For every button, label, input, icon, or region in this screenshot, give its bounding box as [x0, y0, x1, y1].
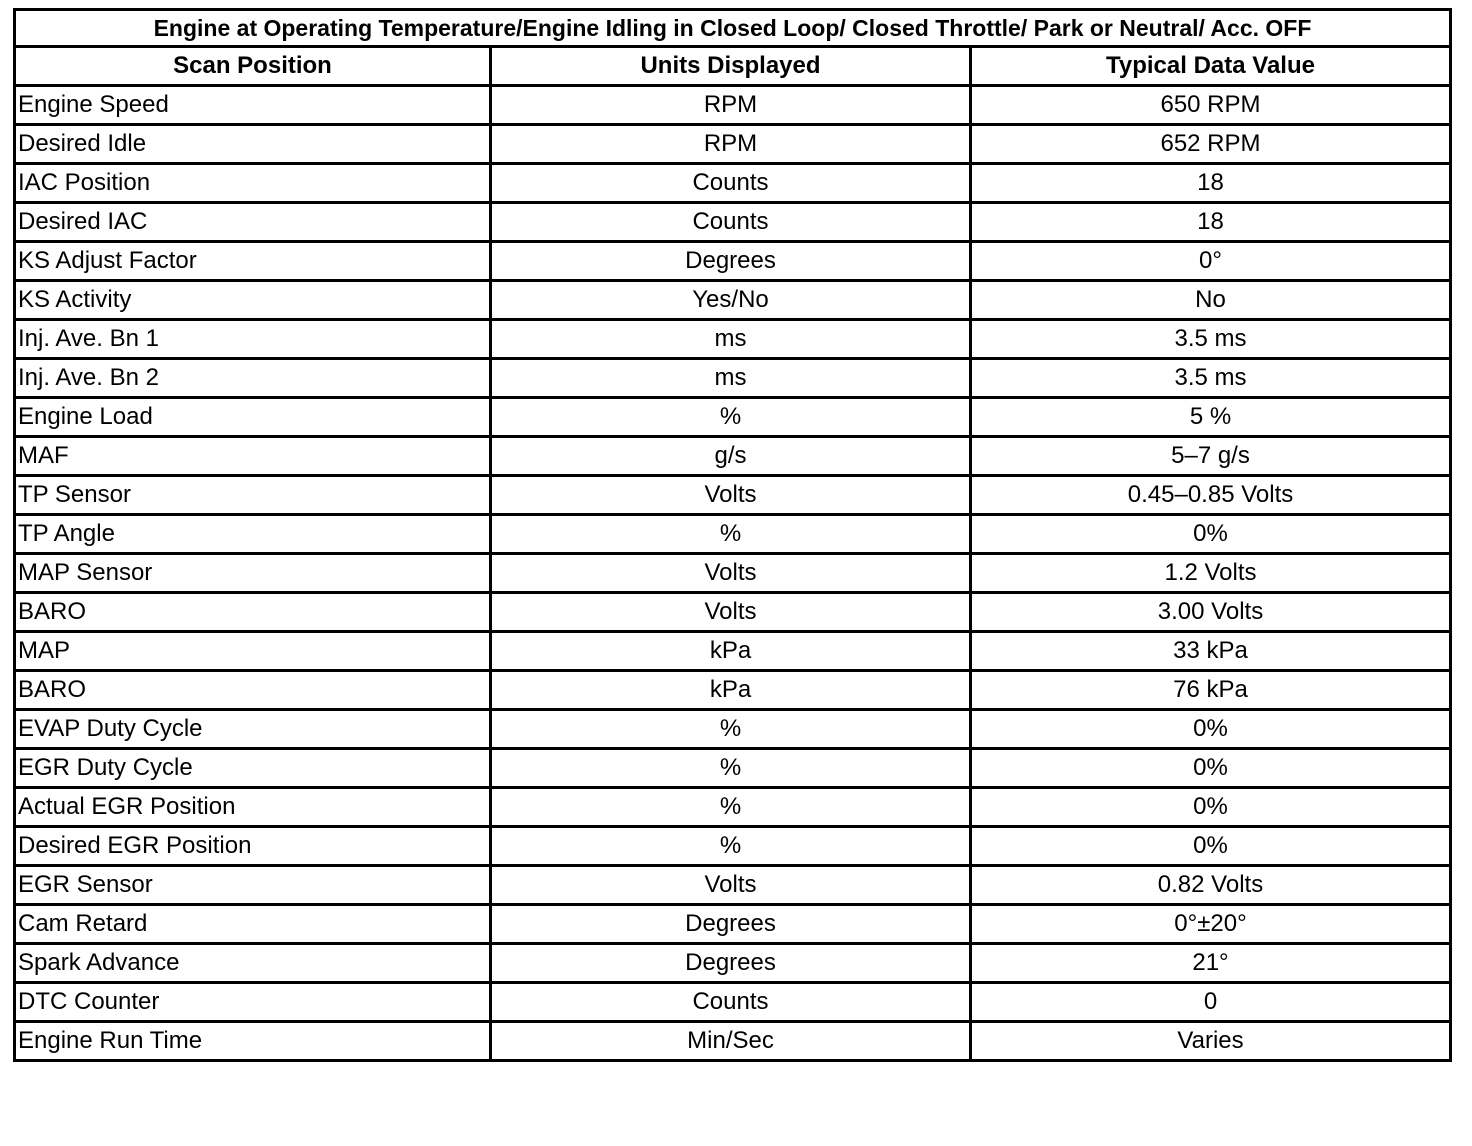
typical-value-cell: 0°: [971, 242, 1451, 281]
table-row: [15, 554, 1451, 593]
scan-position-cell: Desired EGR Position: [15, 827, 491, 866]
units-cell: %: [491, 788, 971, 827]
scan-position-cell: MAF: [15, 437, 491, 476]
scan-position-cell: EGR Sensor: [15, 866, 491, 905]
typical-value-cell: 0%: [971, 515, 1451, 554]
units-cell: ms: [491, 359, 971, 398]
units-cell: Counts: [491, 983, 971, 1022]
units-cell: Volts: [491, 554, 971, 593]
typical-value-cell: 0: [971, 983, 1451, 1022]
table-row: [15, 164, 1451, 203]
units-cell: %: [491, 749, 971, 788]
typical-value-cell: Varies: [971, 1022, 1451, 1061]
table-row: [15, 866, 1451, 905]
header-typical-data-value: Typical Data Value: [971, 47, 1451, 86]
units-cell: g/s: [491, 437, 971, 476]
header-units-displayed: Units Displayed: [491, 47, 971, 86]
header-scan-position: Scan Position: [15, 47, 491, 86]
units-cell: Counts: [491, 164, 971, 203]
table-title: Engine at Operating Temperature/Engine Idling in Closed Loop/ Closed Throttle/ Park or Neutral/ Acc. OFF: [15, 10, 1451, 47]
scan-position-cell: MAP Sensor: [15, 554, 491, 593]
scan-position-cell: Cam Retard: [15, 905, 491, 944]
typical-value-cell: 76 kPa: [971, 671, 1451, 710]
table-row: [15, 86, 1451, 125]
units-cell: ms: [491, 320, 971, 359]
scan-position-cell: Engine Run Time: [15, 1022, 491, 1061]
units-cell: Yes/No: [491, 281, 971, 320]
typical-value-cell: 652 RPM: [971, 125, 1451, 164]
typical-value-cell: 0%: [971, 749, 1451, 788]
table-row: [15, 320, 1451, 359]
typical-value-cell: 5–7 g/s: [971, 437, 1451, 476]
table-title-row: [15, 10, 1451, 47]
units-cell: %: [491, 515, 971, 554]
scan-position-cell: BARO: [15, 593, 491, 632]
units-cell: %: [491, 398, 971, 437]
scan-position-cell: IAC Position: [15, 164, 491, 203]
table-row: [15, 632, 1451, 671]
scan-position-cell: Inj. Ave. Bn 1: [15, 320, 491, 359]
scan-data-sheet: [13, 8, 1449, 1062]
table-row: [15, 359, 1451, 398]
typical-value-cell: 33 kPa: [971, 632, 1451, 671]
scan-position-cell: KS Adjust Factor: [15, 242, 491, 281]
typical-value-cell: No: [971, 281, 1451, 320]
typical-value-cell: 0%: [971, 788, 1451, 827]
units-cell: RPM: [491, 86, 971, 125]
scan-position-cell: KS Activity: [15, 281, 491, 320]
scan-position-cell: Actual EGR Position: [15, 788, 491, 827]
table-row: [15, 983, 1451, 1022]
units-cell: %: [491, 827, 971, 866]
table-row: [15, 710, 1451, 749]
typical-value-cell: 0%: [971, 710, 1451, 749]
scan-position-cell: TP Sensor: [15, 476, 491, 515]
units-cell: %: [491, 710, 971, 749]
typical-value-cell: 650 RPM: [971, 86, 1451, 125]
table-row: [15, 515, 1451, 554]
scan-position-cell: Spark Advance: [15, 944, 491, 983]
units-cell: Counts: [491, 203, 971, 242]
typical-value-cell: 0.82 Volts: [971, 866, 1451, 905]
table-row: [15, 593, 1451, 632]
typical-value-cell: 18: [971, 164, 1451, 203]
typical-value-cell: 3.5 ms: [971, 320, 1451, 359]
typical-value-cell: 3.5 ms: [971, 359, 1451, 398]
table-row: [15, 398, 1451, 437]
table-row: [15, 905, 1451, 944]
scan-position-cell: Engine Speed: [15, 86, 491, 125]
scan-position-cell: Desired IAC: [15, 203, 491, 242]
units-cell: kPa: [491, 671, 971, 710]
table-row: [15, 671, 1451, 710]
table-row: [15, 203, 1451, 242]
units-cell: Volts: [491, 476, 971, 515]
scan-position-cell: EGR Duty Cycle: [15, 749, 491, 788]
typical-value-cell: 21°: [971, 944, 1451, 983]
header-row: [15, 47, 1451, 86]
units-cell: kPa: [491, 632, 971, 671]
typical-value-cell: 1.2 Volts: [971, 554, 1451, 593]
table-row: [15, 788, 1451, 827]
table-row: [15, 749, 1451, 788]
units-cell: Degrees: [491, 242, 971, 281]
table-row: [15, 125, 1451, 164]
scan-position-cell: Engine Load: [15, 398, 491, 437]
scan-data-table: [13, 8, 1452, 1062]
units-cell: Volts: [491, 593, 971, 632]
scan-position-cell: EVAP Duty Cycle: [15, 710, 491, 749]
units-cell: Degrees: [491, 905, 971, 944]
units-cell: Min/Sec: [491, 1022, 971, 1061]
typical-value-cell: 3.00 Volts: [971, 593, 1451, 632]
table-row: [15, 476, 1451, 515]
table-row: [15, 281, 1451, 320]
table-row: [15, 944, 1451, 983]
typical-value-cell: 0%: [971, 827, 1451, 866]
typical-value-cell: 0.45–0.85 Volts: [971, 476, 1451, 515]
typical-value-cell: 18: [971, 203, 1451, 242]
scan-position-cell: Desired Idle: [15, 125, 491, 164]
table-row: [15, 827, 1451, 866]
units-cell: Degrees: [491, 944, 971, 983]
typical-value-cell: 5 %: [971, 398, 1451, 437]
table-row: [15, 242, 1451, 281]
units-cell: RPM: [491, 125, 971, 164]
scan-position-cell: Inj. Ave. Bn 2: [15, 359, 491, 398]
units-cell: Volts: [491, 866, 971, 905]
table-body: [15, 86, 1451, 1061]
typical-value-cell: 0°±20°: [971, 905, 1451, 944]
scan-position-cell: MAP: [15, 632, 491, 671]
scan-position-cell: BARO: [15, 671, 491, 710]
scan-position-cell: DTC Counter: [15, 983, 491, 1022]
table-row: [15, 437, 1451, 476]
scan-position-cell: TP Angle: [15, 515, 491, 554]
table-row: [15, 1022, 1451, 1061]
